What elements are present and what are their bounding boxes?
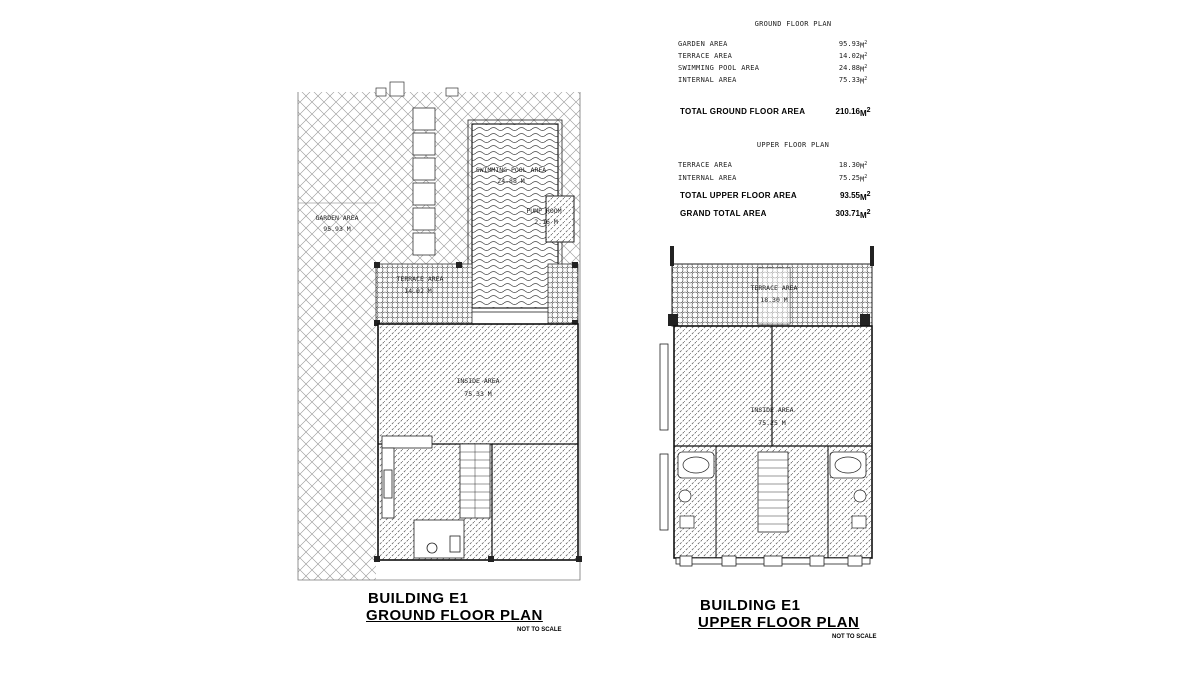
ground-inside-label: INSIDE AREA — [456, 377, 500, 385]
row-unit: $M^2$ — [860, 40, 868, 50]
upper-inside-label: INSIDE AREA — [750, 406, 794, 414]
ground-scale-note: NOT TO SCALE — [517, 627, 562, 633]
total-unit: $M^2$ — [860, 107, 871, 118]
grand-total-row — [678, 209, 908, 219]
pool-area-size: 24.88 M — [497, 177, 525, 185]
total-value: 93.55 — [839, 191, 860, 200]
ground-terrace-size: 14.02 M — [404, 287, 432, 295]
upper-terrace-size: 18.30 M — [760, 296, 788, 304]
row-value: 24.88 — [838, 64, 860, 72]
ground-row-internal — [678, 76, 908, 86]
row-unit: $M^2$ — [860, 174, 868, 184]
grand-total-unit: $M^2$ — [860, 209, 871, 220]
row-label: GARDEN AREA — [678, 40, 728, 48]
ground-building-name: BUILDING E1 — [368, 590, 469, 607]
upper-plan-name: UPPER FLOOR PLAN — [698, 614, 860, 631]
row-value: 18.30 — [838, 161, 860, 169]
row-label: INTERNAL AREA — [678, 76, 737, 84]
swimming-pool-region — [472, 124, 558, 308]
ground-row-terrace — [678, 52, 908, 62]
upper-building-name: BUILDING E1 — [700, 597, 801, 614]
upper-terrace-label: TERRACE AREA — [750, 284, 798, 292]
row-unit: $M^2$ — [860, 76, 868, 86]
row-label: TERRACE AREA — [678, 161, 733, 169]
upper-floor-plan — [660, 246, 874, 566]
ground-row-pool — [678, 64, 908, 74]
total-label: TOTAL UPPER FLOOR AREA — [680, 191, 797, 200]
upper-table-title: UPPER FLOOR PLAN — [756, 141, 830, 149]
ground-plan-name: GROUND FLOOR PLAN — [366, 607, 543, 624]
row-value: 95.93 — [838, 40, 860, 48]
upper-row-internal — [678, 174, 908, 184]
row-value: 75.33 — [838, 76, 860, 84]
pump-room-label: PUMP ROOM — [526, 207, 562, 215]
row-label: SWIMMING POOL AREA — [678, 64, 760, 72]
upper-row-terrace — [678, 161, 908, 171]
grand-total-label: GRAND TOTAL AREA — [680, 209, 767, 218]
ground-table-title: GROUND FLOOR PLAN — [754, 20, 832, 28]
upper-stairs — [758, 452, 788, 532]
row-unit: $M^2$ — [860, 52, 868, 62]
garden-area-label: GARDEN AREA — [315, 214, 359, 222]
row-unit: $M^2$ — [860, 161, 868, 171]
row-value: 75.25 — [838, 174, 860, 182]
row-unit: $M^2$ — [860, 64, 868, 74]
row-label: INTERNAL AREA — [678, 174, 737, 182]
ground-row-garden — [678, 40, 908, 50]
ground-plan-title-block — [366, 590, 543, 624]
grand-total-value: 303.71 — [835, 209, 860, 218]
ground-stairs — [460, 444, 490, 518]
upper-plan-title-block — [698, 597, 859, 631]
garden-area-size: 95.93 M — [323, 225, 351, 233]
upper-total-row — [678, 191, 908, 201]
ground-total-row — [678, 107, 908, 117]
row-label: TERRACE AREA — [678, 52, 733, 60]
pool-area-label: SWIMMING POOL AREA — [475, 166, 547, 174]
pump-room-size: 2.16 M — [534, 218, 558, 226]
ground-terrace-label: TERRACE AREA — [396, 275, 444, 283]
upper-inside-size: 75.25 M — [758, 419, 786, 427]
ground-inside-size: 75.33 M — [464, 390, 492, 398]
row-value: 14.02 — [838, 52, 860, 60]
total-unit: $M^2$ — [860, 191, 871, 202]
total-value: 210.16 — [835, 107, 860, 116]
ground-floor-plan — [298, 82, 582, 580]
total-label: TOTAL GROUND FLOOR AREA — [680, 107, 806, 116]
upper-scale-note: NOT TO SCALE — [832, 634, 877, 640]
